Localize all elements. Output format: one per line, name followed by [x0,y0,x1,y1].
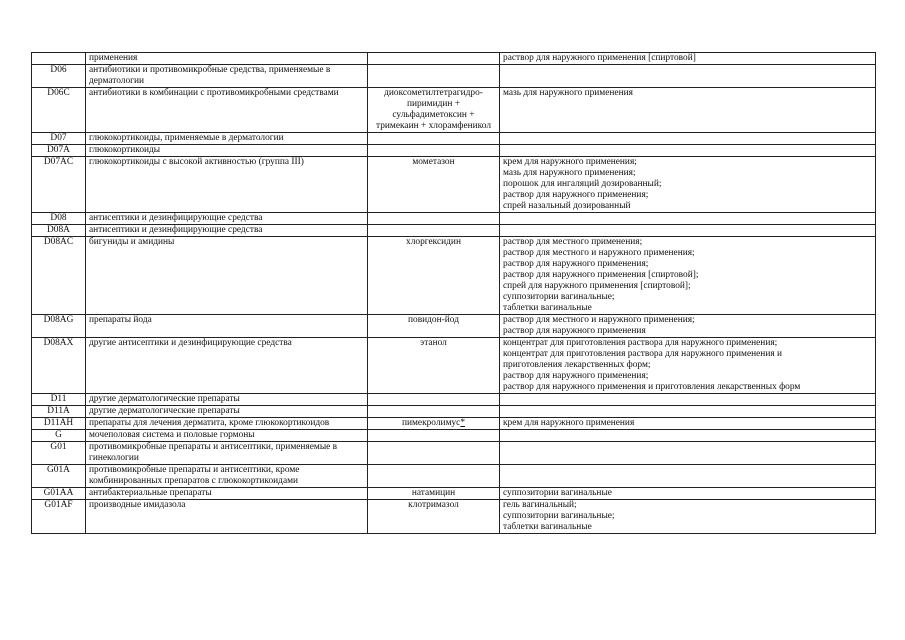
group-name-cell: антисептики и дезинфицирующие средства [86,225,368,237]
table-row [32,315,876,338]
atc-code-cell: G01AA [32,488,86,500]
group-name-cell: применения [86,53,368,65]
atc-code-cell: D08AC [32,237,86,315]
dosage-form-line: приготовления лекарственных форм; [503,360,651,370]
dosage-form-line: мазь для наружного применения; [503,168,636,178]
inn-cell [368,213,500,225]
group-name-cell: производные имидазола [86,500,368,534]
inn-cell [368,53,500,65]
dosage-forms-cell [500,88,876,133]
group-name-cell: антисептики и дезинфицирующие средства [86,213,368,225]
dosage-form-line: суппозитории вагинальные; [503,292,615,302]
inn-text: повидон-йод [408,315,459,325]
dosage-form-line: крем для наружного применения; [503,157,637,167]
table-row [32,65,876,88]
footnote-mark: * [460,418,466,428]
inn-cell [368,488,500,500]
inn-text: клотримазол [408,500,459,510]
dosage-form-line: таблетки вагинальные [503,522,592,532]
group-name-cell: глюкокортикоиды, применяемые в дерматологии [86,133,368,145]
atc-code-cell: D11AH [32,418,86,430]
table-row [32,418,876,430]
group-name-cell: противомикробные препараты и антисептики, применяемые в гинекологии [86,442,368,465]
atc-code-cell: G01 [32,442,86,465]
table-row [32,442,876,465]
dosage-form-line: раствор для наружного применения; [503,259,649,269]
dosage-form-line: концентрат для приготовления раствора для наружного применения; [503,338,778,348]
inn-cell [368,88,500,133]
group-name-cell: антибактериальные препараты [86,488,368,500]
table-row [32,488,876,500]
inn-cell [368,133,500,145]
atc-code-cell: D07AC [32,157,86,213]
dosage-forms-cell [500,53,876,65]
group-name-cell: другие дерматологические препараты [86,406,368,418]
group-name-cell: другие дерматологические препараты [86,394,368,406]
table-row [32,88,876,133]
dosage-form-line: раствор для местного и наружного применения; [503,315,695,325]
group-name-cell: препараты для лечения дерматита, кроме глюкокортикоидов [86,418,368,430]
group-name-cell: другие антисептики и дезинфицирующие средства [86,338,368,394]
atc-code-cell: D08 [32,213,86,225]
table-row [32,237,876,315]
group-name-cell: противомикробные препараты и антисептики, кроме комбинированных препаратов с глюкокортикоидами [86,465,368,488]
inn-cell [368,237,500,315]
group-name-cell: антибиотики в комбинации с противомикробными средствами [86,88,368,133]
table-row [32,465,876,488]
dosage-forms-cell [500,237,876,315]
inn-cell [368,430,500,442]
table-row [32,53,876,65]
dosage-forms-cell [500,157,876,213]
inn-cell [368,442,500,465]
inn-text: этанол [420,338,447,348]
table-row [32,225,876,237]
table-row [32,157,876,213]
inn-cell [368,157,500,213]
atc-code-cell: D06C [32,88,86,133]
dosage-form-line: раствор для наружного применения; [503,371,649,381]
inn-cell [368,65,500,88]
table-row [32,430,876,442]
drug-table [31,52,876,534]
dosage-form-line: крем для наружного применения [503,418,635,428]
document-page [31,52,875,534]
dosage-form-line: суппозитории вагинальные; [503,511,615,521]
table-row [32,338,876,394]
dosage-form-line: раствор для наружного применения; [503,190,649,200]
atc-code-cell: D08AX [32,338,86,394]
group-name-cell: бигуниды и амидины [86,237,368,315]
dosage-form-line: гель вагинальный; [503,500,577,510]
dosage-form-line: спрей для наружного применения [спиртовой]; [503,281,691,291]
inn-text: хлоргексидин [406,237,461,247]
dosage-form-line: мазь для наружного применения [503,88,633,98]
inn-cell [368,225,500,237]
table-row [32,500,876,534]
inn-cell [368,500,500,534]
dosage-forms-cell [500,500,876,534]
dosage-form-line: раствор для местного применения; [503,237,643,247]
dosage-forms-cell [500,145,876,157]
drug-table-body [32,53,876,534]
inn-cell [368,406,500,418]
inn-cell [368,315,500,338]
table-row [32,145,876,157]
dosage-form-line: раствор для наружного применения [спиртовой] [503,53,696,63]
dosage-forms-cell [500,133,876,145]
dosage-form-line: раствор для местного и наружного применения; [503,248,695,258]
dosage-form-line: суппозитории вагинальные [503,488,612,498]
dosage-forms-cell [500,65,876,88]
inn-cell [368,145,500,157]
inn-cell [368,394,500,406]
dosage-forms-cell [500,213,876,225]
atc-code-cell: D06 [32,65,86,88]
dosage-forms-cell [500,406,876,418]
dosage-forms-cell [500,488,876,500]
inn-text: диоксометилтетрагидро-пиримидин + сульфадиметоксин + тримекаин + хлорамфеникол [375,88,492,131]
inn-text: мометазон [412,157,455,167]
dosage-forms-cell [500,430,876,442]
table-row [32,406,876,418]
inn-text: натамицин [411,488,456,498]
table-row [32,133,876,145]
group-name-cell: антибиотики и противомикробные средства, применяемые в дерматологии [86,65,368,88]
atc-code-cell: G01A [32,465,86,488]
table-row [32,213,876,225]
dosage-forms-cell [500,394,876,406]
atc-code-cell: D07 [32,133,86,145]
dosage-forms-cell [500,442,876,465]
group-name-cell: мочеполовая система и половые гормоны [86,430,368,442]
dosage-form-line: таблетки вагинальные [503,303,592,313]
atc-code-cell: G [32,430,86,442]
atc-code-cell: D07A [32,145,86,157]
atc-code-cell: D08A [32,225,86,237]
atc-code-cell: D11 [32,394,86,406]
dosage-forms-cell [500,338,876,394]
group-name-cell: глюкокортикоиды с высокой активностью (группа III) [86,157,368,213]
group-name-cell: препараты йода [86,315,368,338]
atc-code-cell: G01AF [32,500,86,534]
atc-code-cell: D08AG [32,315,86,338]
atc-code-cell: D11A [32,406,86,418]
dosage-form-line: концентрат для приготовления раствора для наружного применения и [503,349,783,359]
dosage-form-line: раствор для наружного применения [503,326,646,336]
dosage-forms-cell [500,225,876,237]
inn-text: пимекролимус [401,418,461,428]
inn-cell [368,338,500,394]
dosage-form-line: раствор для наружного применения и приготовления лекарственных форм [503,382,801,392]
dosage-form-line: спрей назальный дозированный [503,201,631,211]
dosage-form-line: раствор для наружного применения [спиртовой]; [503,270,699,280]
dosage-forms-cell [500,418,876,430]
atc-code-cell [32,53,86,65]
inn-cell [368,465,500,488]
dosage-forms-cell [500,465,876,488]
dosage-form-line: порошок для ингаляций дозированный; [503,179,662,189]
inn-cell [368,418,500,430]
group-name-cell: глюкокортикоиды [86,145,368,157]
table-row [32,394,876,406]
dosage-forms-cell [500,315,876,338]
